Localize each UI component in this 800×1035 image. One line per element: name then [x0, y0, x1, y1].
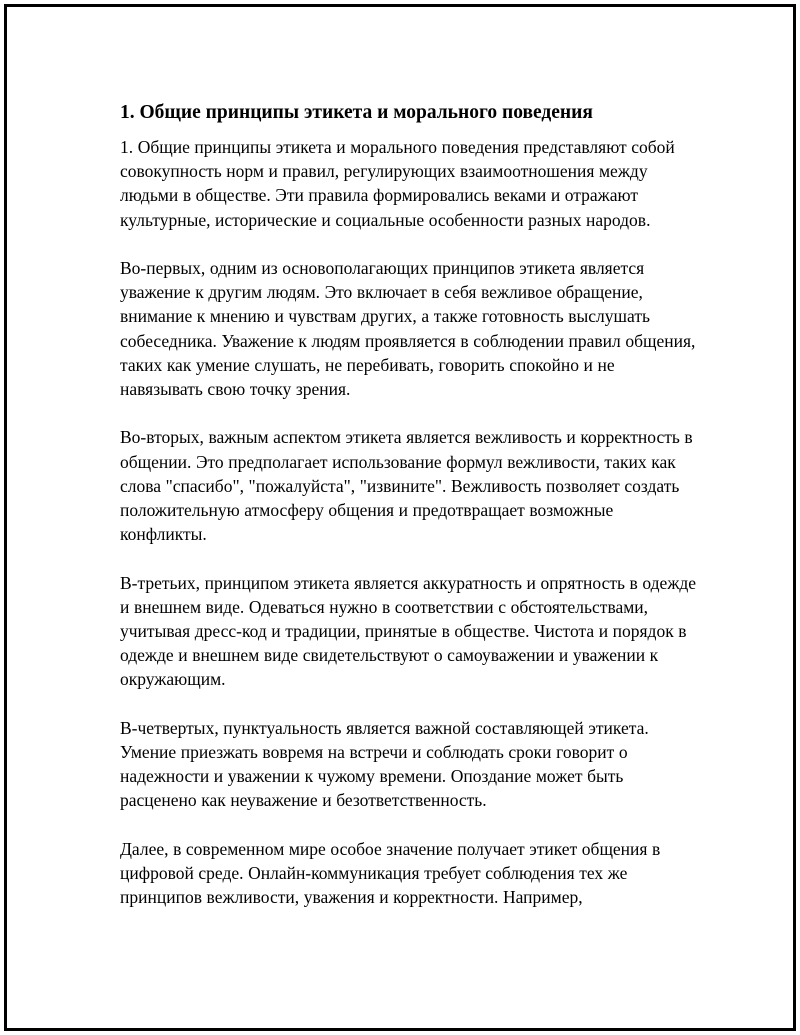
page-frame: [4, 4, 796, 1031]
paragraph-appearance: В-третьих, принципом этикета является аккуратность и опрятность в одежде и внешнем виде. Одеваться нужно в соответствии с обстоятельствами, учитывая дресс-код и традиции, принятые в обществе. Чистота и порядок в одежде и внешнем виде свидетельствуют о самоуважении и уважении к окружающим.: [120, 572, 697, 690]
paragraph-punctuality: В-четвертых, пунктуальность является важной составляющей этикета. Умение приезжать вовремя на встречи и соблюдать сроки говорит о надежности и уважении к чужому времени. Опоздание может быть расценено как неуважение и безответственность.: [120, 717, 649, 811]
paragraph-respect: Во-первых, одним из основополагающих принципов этикета является уважение к другим людям. Это включает в себя вежливое обращение, внимание к мнению и чувствам других, а также готовность выслушать собеседника. Уважение к людям проявляется в соблюдении правил общения, таких как умение слушать, не перебивать, говорить спокойно и не навязывать свою точку зрения.: [120, 258, 696, 400]
document-heading: 1. Общие принципы этикета и морального поведения: [120, 102, 593, 123]
document-body: [120, 99, 698, 934]
paragraph-intro: 1. Общие принципы этикета и морального поведения представляют собой совокупность норм и правил, регулирующих взаимоотношения между людьми в обществе. Эти правила формировались веками и отражают культурные, исторические и социальные особенности разных народов.: [120, 137, 675, 230]
paragraph-politeness: Во-вторых, важным аспектом этикета является вежливость и корректность в общении. Это предполагает использование формул вежливости, таких как слова "спасибо", "пожалуйста", "извините". Вежливость позволяет создать положительную атмосферу общения и предотвращает возможные конфликты.: [120, 427, 693, 545]
paragraph-digital: Далее, в современном мире особое значение получает этикет общения в цифровой среде. Онлайн-коммуникация требует соблюдения тех же принципов вежливости, уважения и корректности. Например,: [120, 838, 661, 908]
